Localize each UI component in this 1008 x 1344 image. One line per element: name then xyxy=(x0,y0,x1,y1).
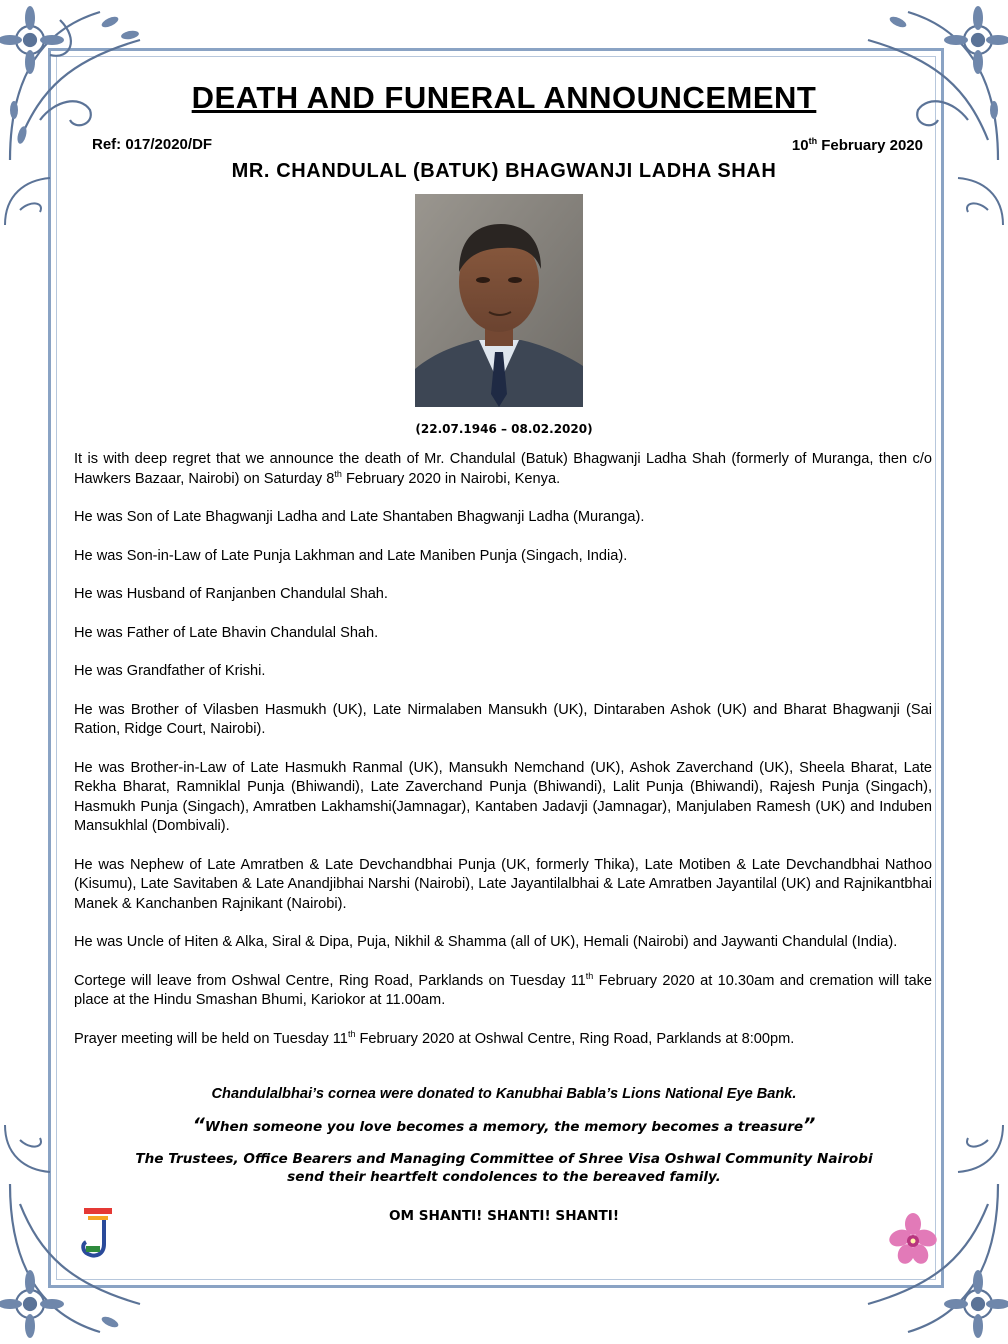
paragraph-prayer-meeting: Prayer meeting will be held on Tuesday 11th February 2020 at Oshwal Centre, Ring Road, Parklands at 8:00pm. xyxy=(74,1028,795,1047)
page-title: DEATH AND FUNERAL ANNOUNCEMENT xyxy=(191,80,817,115)
portrait-photo xyxy=(415,194,583,407)
community-logo-icon xyxy=(78,1204,118,1260)
paragraph-grandchildren: He was Grandfather of Krishi. xyxy=(74,663,266,679)
closing-blessing: OM SHANTI! SHANTI! SHANTI! xyxy=(388,1208,620,1224)
paragraph-siblings: He was Brother of Vilasben Hasmukh (UK), Late Nirmalaben Mansukh (UK), Dintaraben Ashok (UK) and Bharat Bhagwanji (Sai Ration, Ridge Court, Nairobi). xyxy=(74,701,932,737)
paragraph-siblings-in-law: He was Brother-in-Law of Late Hasmukh Ranmal (UK), Mansukh Nemchand (UK), Ashok Zaverchand (UK), Sheela Bharat, Late Rekha Bharat, Ramniklal Punja (Bhiwandi), Late Zaverchand Punja (Bhiwandi), Lalit Punja (Bhiwandi), Rajesh Punja (Singach), Hasmukh Punja (Singach), Amratben Lakhamshi(Jamnagar), Kantaben Jadavji (Jamnagar), Manjulaben Ramesh (UK) and Induben Mansukhlal (Dombivali). xyxy=(74,759,932,834)
orchid-flower-icon xyxy=(888,1212,938,1268)
paragraph-in-laws: He was Son-in-Law of Late Punja Lakhman and Late Maniben Punja (Singach, India). xyxy=(74,547,628,564)
paragraph-nephew: He was Nephew of Late Amratben & Late Devchandbhai Punja (UK, formerly Thika), Late Motiben & Late Devchandbhai Nathoo (Kisumu), Late Savitaben & Late Anandjibhai Narshi (Nairobi), Late Jayantilalbhai & Late Amratben Jayantilal (UK) and Rajnikantbhai Manek & Kanchanben Rajnikant (Nairobi). xyxy=(74,856,932,912)
paragraph-children: He was Father of Late Bhavin Chandulal Shah. xyxy=(74,624,379,641)
condolence-message: The Trustees, Office Bearers and Managing Committee of Shree Visa Oshwal Community Nairobi send their heartfelt condolences to the bereaved family. xyxy=(135,1151,873,1185)
paragraph-parents: He was Son of Late Bhagwanji Ladha and Late Shantaben Bhagwanji Ladha (Muranga). xyxy=(74,509,645,525)
life-dates: (22.07.1946 – 08.02.2020) xyxy=(415,422,593,436)
deceased-name: MR. CHANDULAL (BATUK) BHAGWANJI LADHA SHAH xyxy=(231,160,777,182)
memorial-quote: “When someone you love becomes a memory, the memory becomes a treasure” xyxy=(192,1114,816,1136)
announcement-date: 10th February 2020 xyxy=(791,136,923,154)
announcement-body xyxy=(74,450,932,1068)
cornea-donation-note: Chandulalbhai’s cornea were donated to Kanubhai Babla’s Lions National Eye Bank. xyxy=(211,1086,797,1102)
paragraph-uncle: He was Uncle of Hiten & Alka, Siral & Dipa, Puja, Nikhil & Shamma (all of UK), Hemali (Nairobi) and Jaywanti Chandulal (India). xyxy=(74,934,898,950)
paragraph-death-notice: It is with deep regret that we announce the death of Mr. Chandulal (Batuk) Bhagwanji Ladha Shah (formerly of Muranga, then c/o Hawkers Bazaar, Nairobi) on Saturday 8th February 2020 in Nairobi, Kenya. xyxy=(74,451,932,487)
reference-number: Ref: 017/2020/DF xyxy=(92,136,213,153)
paragraph-spouse: He was Husband of Ranjanben Chandulal Shah. xyxy=(74,586,388,602)
paragraph-cortege: Cortege will leave from Oshwal Centre, Ring Road, Parklands on Tuesday 11th February 2020 at 10.30am and cremation will take place at the Hindu Smashan Bhumi, Kariokor at 11.00am. xyxy=(74,970,932,1008)
